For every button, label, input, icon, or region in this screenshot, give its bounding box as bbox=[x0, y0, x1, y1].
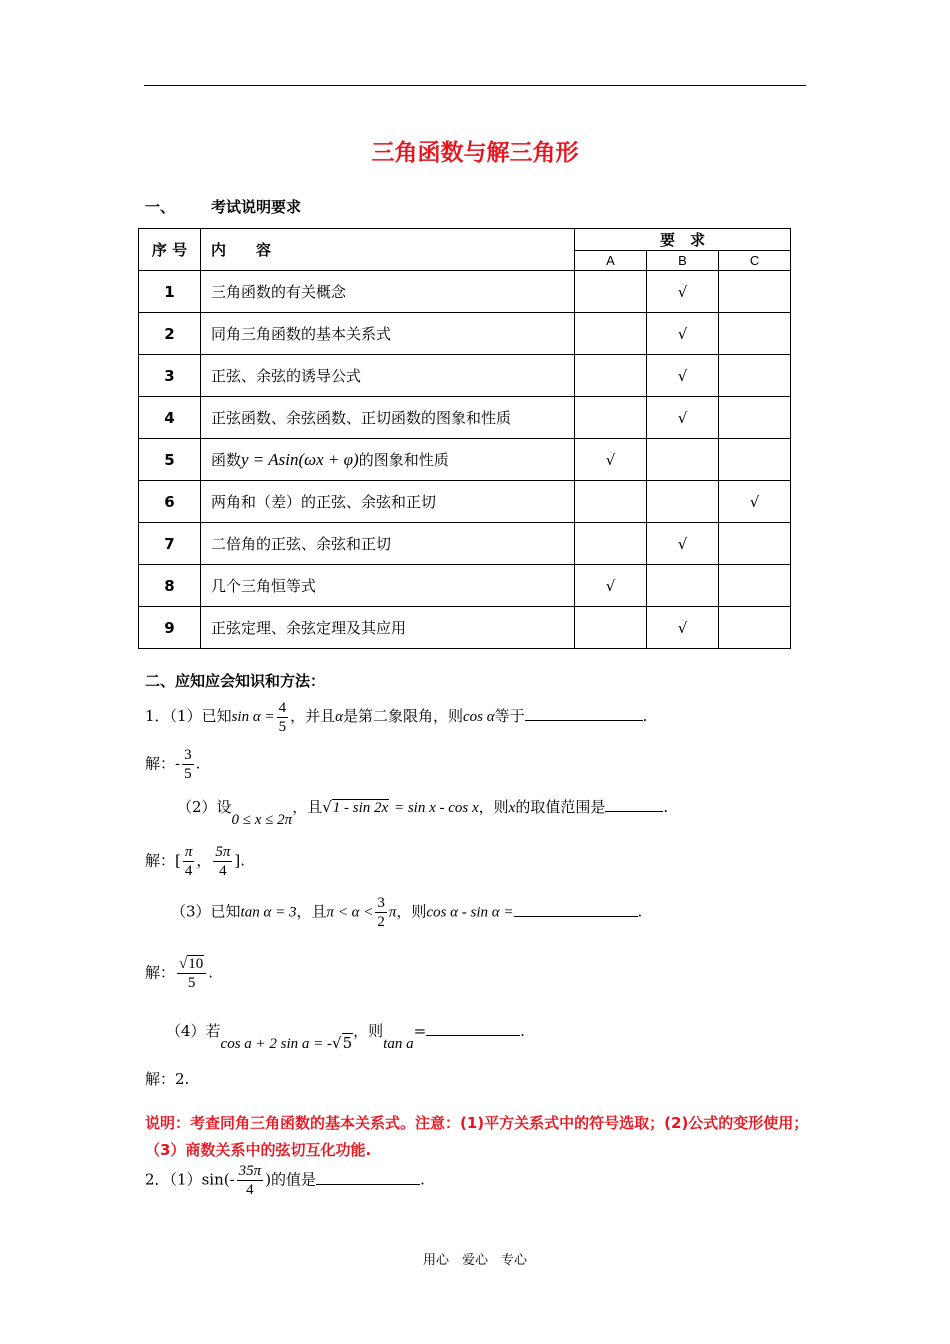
row-number: 9 bbox=[139, 607, 201, 649]
row-content-cell bbox=[201, 607, 575, 649]
level-c-cell bbox=[719, 397, 791, 439]
check-mark: √ bbox=[677, 324, 688, 343]
level-b-cell bbox=[647, 397, 719, 439]
question-2-1 bbox=[145, 1162, 425, 1199]
formula: cos α - sin α = bbox=[426, 904, 514, 921]
formula: tan a bbox=[383, 1036, 414, 1052]
table-row bbox=[139, 397, 791, 439]
numerator: 3 bbox=[184, 747, 192, 763]
formula: cos α bbox=[463, 709, 495, 725]
text: ，则 bbox=[478, 798, 509, 816]
header-content: 内 容 bbox=[201, 229, 575, 271]
text: = bbox=[413, 1022, 427, 1040]
text: 等于 bbox=[494, 707, 525, 725]
text: [ bbox=[175, 851, 181, 870]
q-label: （4）若 bbox=[166, 1022, 221, 1040]
row-content-cell bbox=[201, 355, 575, 397]
section-2-heading: 二、应知应会知识和方法： bbox=[145, 672, 326, 690]
level-b-cell bbox=[647, 481, 719, 523]
level-b-cell bbox=[647, 439, 719, 481]
level-a-cell bbox=[575, 439, 647, 481]
question-1-3 bbox=[171, 894, 642, 931]
answer-blank bbox=[514, 915, 638, 917]
check-mark: √ bbox=[677, 282, 688, 301]
radicand: 5 bbox=[342, 1034, 353, 1052]
row-content: 二倍角的正弦、余弦和正切 bbox=[211, 535, 392, 553]
fraction bbox=[375, 894, 387, 931]
check-mark: √ bbox=[677, 618, 688, 637]
answer-1-4: 解：2. bbox=[145, 1070, 190, 1088]
denominator: 2 bbox=[377, 914, 385, 930]
check-mark: √ bbox=[605, 576, 616, 595]
row-content: 同角三角函数的基本关系式 bbox=[211, 325, 392, 343]
header-requirement: 要 求 bbox=[575, 229, 791, 251]
row-content: 正弦函数、余弦函数、正切函数的图象和性质 bbox=[211, 409, 512, 427]
question-1-4: （4）若cos a + 2 sin a = -√5，则tan a= . bbox=[166, 1022, 525, 1052]
page-footer: 用心 爱心 专心 bbox=[422, 1253, 527, 1268]
check-mark: √ bbox=[677, 408, 688, 427]
note-text: 说明：考查同角三角函数的基本关系式。注意：(1)平方关系式中的符号选取；(2)公式的变形使用；（3）商数关系中的弦切互化功能. bbox=[145, 1114, 809, 1159]
q-label: （2）设 bbox=[177, 798, 232, 816]
denominator: 4 bbox=[246, 1182, 254, 1198]
table-row bbox=[139, 523, 791, 565]
row-number: 3 bbox=[139, 355, 201, 397]
radicand: 1 - sin 2x bbox=[332, 800, 389, 816]
row-number: 8 bbox=[139, 565, 201, 607]
row-number: 5 bbox=[139, 439, 201, 481]
formula: = sin x - cos x bbox=[393, 800, 479, 816]
text: . bbox=[642, 707, 648, 725]
a-label: 解： bbox=[145, 963, 176, 982]
fraction bbox=[237, 1162, 264, 1199]
level-a-cell bbox=[575, 607, 647, 649]
section-1-heading bbox=[145, 196, 301, 217]
level-a-cell bbox=[575, 565, 647, 607]
question-1-1 bbox=[145, 696, 647, 737]
q-label: 2．（1） bbox=[145, 1170, 202, 1189]
text: ]. bbox=[234, 851, 246, 870]
denominator: 4 bbox=[184, 863, 193, 879]
table-row bbox=[139, 355, 791, 397]
text: ，则 bbox=[396, 902, 427, 921]
numerator: 5π bbox=[215, 844, 231, 860]
formula: α bbox=[335, 709, 343, 725]
row-content-cell bbox=[201, 481, 575, 523]
section-1-label: 考试说明要求 bbox=[211, 198, 302, 216]
answer-1-1 bbox=[145, 746, 200, 783]
text: ，且 bbox=[296, 902, 327, 921]
fraction bbox=[183, 843, 195, 880]
level-c-cell bbox=[719, 607, 791, 649]
row-content: 正弦、余弦的诱导公式 bbox=[211, 367, 362, 385]
text: 的取值范围是 bbox=[515, 798, 606, 816]
header-level-c: C bbox=[719, 251, 791, 271]
row-content: 几个三角恒等式 bbox=[211, 577, 317, 595]
text: 是第二象限角，则 bbox=[343, 707, 464, 725]
row-content-suffix: 的图象和性质 bbox=[358, 451, 449, 469]
requirements-table bbox=[138, 228, 791, 649]
denominator: 4 bbox=[219, 863, 227, 879]
formula: π < α < bbox=[326, 904, 374, 921]
answer-blank bbox=[525, 719, 643, 721]
table-row bbox=[139, 313, 791, 355]
denominator: 5 bbox=[187, 975, 196, 991]
level-c-cell bbox=[719, 439, 791, 481]
formula: π bbox=[388, 904, 397, 921]
table-row bbox=[139, 271, 791, 313]
table-row bbox=[139, 439, 791, 481]
row-number: 1 bbox=[139, 271, 201, 313]
row-number: 7 bbox=[139, 523, 201, 565]
q-label: 1．（1）已知 bbox=[145, 707, 232, 725]
row-content-cell bbox=[201, 271, 575, 313]
row-formula: y = Asin(ωx + φ) bbox=[241, 450, 359, 469]
check-mark: √ bbox=[677, 366, 688, 385]
formula: x bbox=[508, 800, 516, 816]
table-row bbox=[139, 481, 791, 523]
level-c-cell bbox=[719, 355, 791, 397]
header-level-b: B bbox=[647, 251, 719, 271]
radicand: 10 bbox=[188, 956, 204, 972]
row-content-cell bbox=[201, 397, 575, 439]
q-label: （3）已知 bbox=[171, 902, 241, 921]
text: ，且 bbox=[292, 798, 323, 816]
level-b-cell bbox=[647, 355, 719, 397]
formula: cos a + 2 sin a = - bbox=[220, 1036, 333, 1052]
denominator: 5 bbox=[278, 718, 287, 735]
row-number: 2 bbox=[139, 313, 201, 355]
level-a-cell bbox=[575, 397, 647, 439]
fraction bbox=[277, 699, 289, 736]
answer-blank bbox=[605, 810, 663, 812]
answer-1-3 bbox=[145, 955, 213, 992]
table-row bbox=[139, 607, 791, 649]
row-number: 4 bbox=[139, 397, 201, 439]
a-label: 解： bbox=[145, 851, 176, 870]
fraction bbox=[213, 843, 232, 880]
level-c-cell bbox=[719, 481, 791, 523]
level-c-cell bbox=[719, 523, 791, 565]
level-a-cell bbox=[575, 313, 647, 355]
text: . bbox=[420, 1170, 425, 1189]
numerator: π bbox=[184, 844, 193, 860]
header-rule bbox=[144, 85, 806, 86]
answer-1-2 bbox=[145, 843, 245, 880]
formula: 0 ≤ x ≤ 2π bbox=[231, 812, 293, 828]
header-num: 序 号 bbox=[139, 229, 201, 271]
text: ，则 bbox=[353, 1022, 384, 1040]
row-content: 三角函数的有关概念 bbox=[211, 283, 347, 301]
level-b-cell bbox=[647, 565, 719, 607]
level-a-cell bbox=[575, 523, 647, 565]
row-content: 正弦定理、余弦定理及其应用 bbox=[211, 619, 407, 637]
text: . bbox=[663, 798, 669, 816]
denominator: 5 bbox=[184, 766, 192, 782]
text: . bbox=[520, 1022, 525, 1040]
level-b-cell bbox=[647, 607, 719, 649]
question-1-2: （2）设0 ≤ x ≤ 2π，且√1 - sin 2x = sin x - cos x，则x的取值范围是 . bbox=[177, 798, 669, 828]
formula: sin(- bbox=[201, 1170, 235, 1189]
text: ， bbox=[196, 851, 212, 870]
answer-blank bbox=[316, 1183, 420, 1185]
level-b-cell bbox=[647, 523, 719, 565]
formula: ) bbox=[265, 1170, 272, 1189]
numerator: 4 bbox=[278, 699, 287, 716]
row-content: 两角和（差）的正弦、余弦和正切 bbox=[211, 493, 437, 511]
level-c-cell bbox=[719, 565, 791, 607]
text: 的值是 bbox=[271, 1170, 317, 1189]
sign: - bbox=[175, 754, 181, 773]
row-content-cell bbox=[201, 565, 575, 607]
check-mark: √ bbox=[677, 534, 688, 553]
level-b-cell bbox=[647, 313, 719, 355]
text: . bbox=[208, 963, 214, 982]
level-a-cell bbox=[575, 355, 647, 397]
level-a-cell bbox=[575, 271, 647, 313]
numerator: 35π bbox=[238, 1163, 262, 1179]
formula: sin α = bbox=[231, 709, 275, 725]
text: . bbox=[195, 754, 201, 773]
row-number: 6 bbox=[139, 481, 201, 523]
row-content-cell bbox=[201, 439, 575, 481]
check-mark: √ bbox=[605, 450, 616, 469]
formula: tan α = 3 bbox=[240, 904, 297, 921]
numerator: 3 bbox=[377, 895, 385, 911]
text: . bbox=[637, 902, 643, 921]
a-label: 解： bbox=[145, 754, 176, 773]
row-content-prefix: 函数 bbox=[211, 451, 242, 469]
row-content-cell bbox=[201, 523, 575, 565]
level-a-cell bbox=[575, 481, 647, 523]
fraction: $\frac{√10}{5}$ bbox=[177, 955, 206, 992]
fraction bbox=[182, 746, 194, 783]
level-c-cell bbox=[719, 271, 791, 313]
level-c-cell bbox=[719, 313, 791, 355]
check-mark: √ bbox=[749, 492, 760, 511]
page-title: 三角函数与解三角形 bbox=[371, 140, 579, 166]
section-1-number: 一、 bbox=[145, 198, 176, 216]
row-content-cell bbox=[201, 313, 575, 355]
header-level-a: A bbox=[575, 251, 647, 271]
text: ，并且 bbox=[290, 707, 336, 725]
answer-blank bbox=[426, 1034, 520, 1036]
table-row bbox=[139, 565, 791, 607]
level-b-cell bbox=[647, 271, 719, 313]
